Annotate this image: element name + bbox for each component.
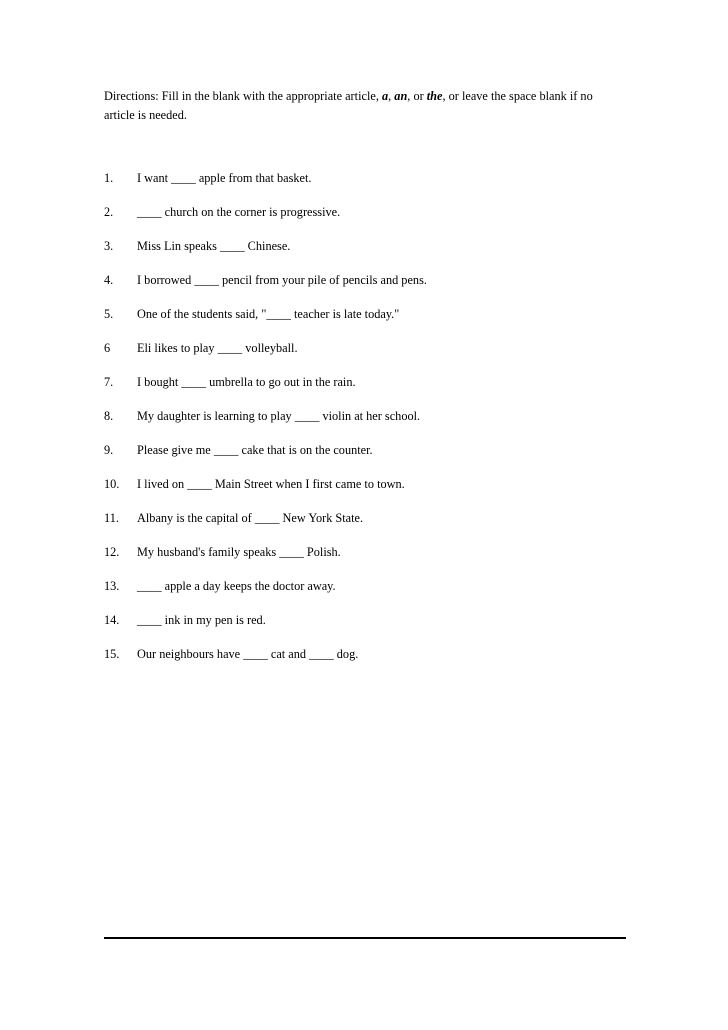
directions-text [104, 87, 626, 125]
question-text: My daughter is learning to play ____ violin at her school. [137, 409, 421, 423]
question-text: Our neighbours have ____ cat and ____ dog. [137, 647, 359, 661]
question-number: 6 [104, 341, 111, 355]
question-text: I lived on ____ Main Street when I first came to town. [137, 477, 405, 491]
question-text: Miss Lin speaks ____ Chinese. [137, 239, 291, 253]
question-number: 4. [104, 273, 114, 287]
directions-sep-2: , or [407, 89, 427, 103]
question-number: 10. [104, 477, 120, 491]
article-the: the [426, 89, 443, 103]
worksheet-page [104, 87, 626, 661]
directions-suffix: , or leave the space blank if no article is needed. [104, 89, 593, 122]
question-text: One of the students said, "____ teacher is late today." [137, 307, 400, 321]
question-text: Eli likes to play ____ volleyball. [137, 341, 298, 355]
question-text: ____ church on the corner is progressive. [137, 205, 341, 219]
directions-sep-1: , [388, 89, 395, 103]
question-number: 9. [104, 443, 114, 457]
article-a: a [381, 89, 389, 103]
question-number: 14. [104, 613, 120, 627]
question-number: 13. [104, 579, 120, 593]
question-number: 15. [104, 647, 120, 661]
question-text: I borrowed ____ pencil from your pile of pencils and pens. [137, 273, 427, 287]
question-text: Please give me ____ cake that is on the counter. [137, 443, 373, 457]
question-text: Albany is the capital of ____ New York State. [137, 511, 364, 525]
question-text: My husband's family speaks ____ Polish. [137, 545, 341, 559]
question-text: ____ apple a day keeps the doctor away. [137, 579, 336, 593]
question-text: ____ ink in my pen is red. [137, 613, 266, 627]
question-number: 3. [104, 239, 114, 253]
footer-divider [104, 937, 626, 939]
question-number: 11. [104, 511, 119, 525]
question-number: 7. [104, 375, 114, 389]
directions-prefix: Directions: Fill in the blank with the appropriate article, [104, 89, 382, 103]
question-number: 12. [104, 545, 120, 559]
question-number: 2. [104, 205, 114, 219]
question-number: 8. [104, 409, 114, 423]
question-text: I want ____ apple from that basket. [137, 171, 312, 185]
question-number: 1. [104, 171, 114, 185]
question-number: 5. [104, 307, 114, 321]
article-an: an [394, 89, 408, 103]
question-text: I bought ____ umbrella to go out in the rain. [137, 375, 356, 389]
